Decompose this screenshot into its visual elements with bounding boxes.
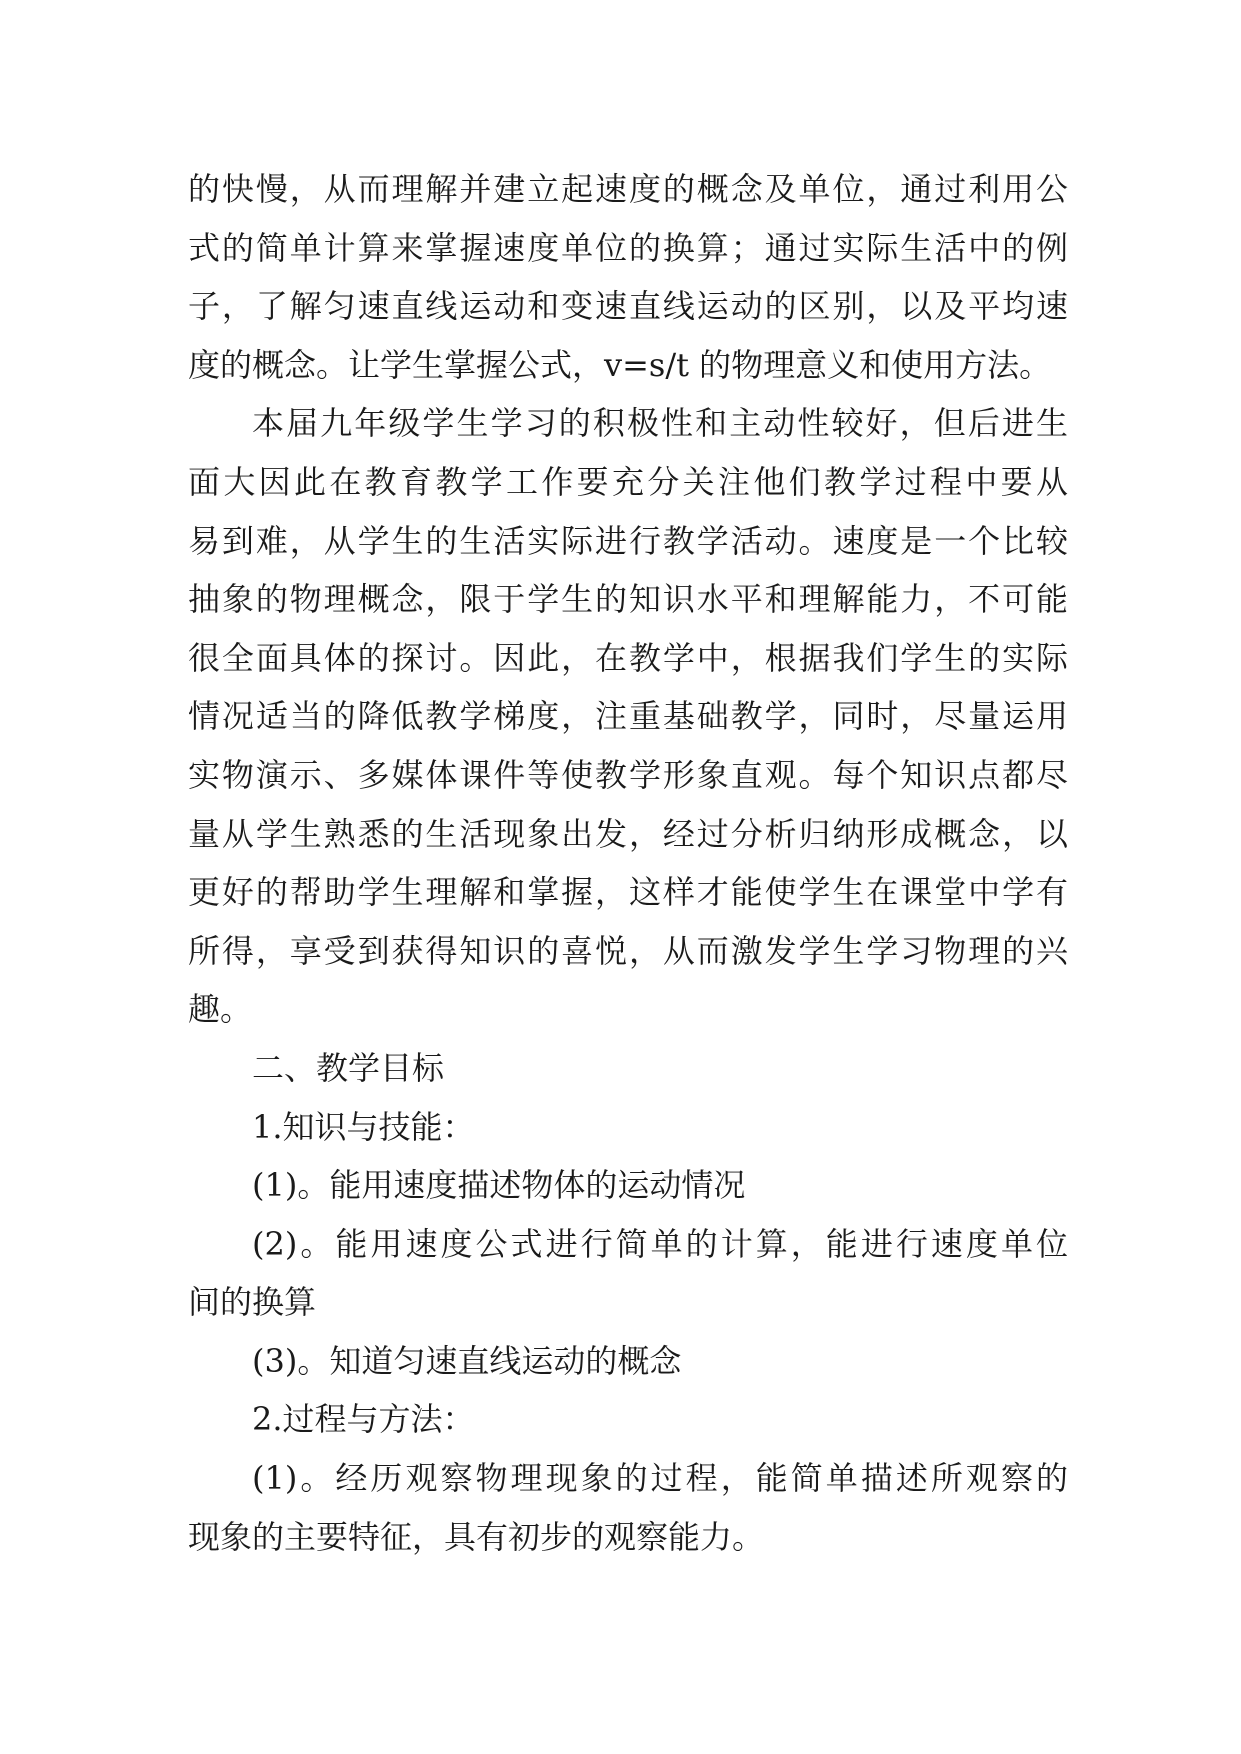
paragraph-2-line-5: 很全面具体的探讨。因此，在教学中，根据我们学生的实际 [188,638,1068,677]
paragraph-2-line-7: 实物演示、多媒体课件等使教学形象直观。每个知识点都尽 [188,755,1068,794]
paragraph-2-line-4: 抽象的物理概念，限于学生的知识水平和理解能力，不可能 [188,580,1068,619]
paragraph-1-line-3: 子，了解匀速直线运动和变速直线运动的区别，以及平均速 [188,287,1068,326]
section-heading: 二、教学目标 [252,1048,445,1087]
paragraph-1-line-1: 的快慢，从而理解并建立起速度的概念及单位，通过利用公 [188,170,1068,208]
paragraph-2-line-3: 易到难，从学生的生活实际进行教学活动。速度是一个比较 [188,521,1068,560]
process-item-1-line-2: 现象的主要特征，具有初步的观察能力。 [188,1517,765,1556]
paragraph-2-line-9: 更好的帮助学生理解和掌握，这样才能使学生在课堂中学有 [188,873,1068,912]
knowledge-item-3: (3)。知道匀速直线运动的概念 [252,1341,682,1380]
knowledge-item-2-line-2: 间的换算 [188,1283,317,1322]
knowledge-item-2-line-1: (2)。能用速度公式进行简单的计算，能进行速度单位 [252,1224,1068,1263]
document-body [188,160,1068,1566]
process-item-1-line-1: (1)。经历观察物理现象的过程，能简单描述所观察的 [252,1459,1068,1498]
paragraph-2-line-10: 所得，享受到获得知识的喜悦，从而激发学生学习物理的兴 [188,931,1068,970]
paragraph-1-line-4: 度的概念。让学生掌握公式，v=s/t 的物理意义和使用方法。 [188,345,1052,384]
paragraph-2-line-6: 情况适当的降低教学梯度，注重基础教学，同时，尽量运用 [188,697,1068,736]
process-methods-heading: 2.过程与方法： [252,1400,475,1439]
paragraph-1-line-2: 式的简单计算来掌握速度单位的换算；通过实际生活中的例 [188,228,1068,267]
paragraph-2-line-1: 本届九年级学生学习的积极性和主动性较好，但后进生 [252,404,1068,443]
paragraph-2-line-8: 量从学生熟悉的生活现象出发，经过分析归纳形成概念，以 [188,814,1068,853]
knowledge-skills-heading: 1.知识与技能： [252,1107,475,1146]
paragraph-2-line-2: 面大因此在教育教学工作要充分关注他们教学过程中要从 [188,462,1068,501]
knowledge-item-1: (1)。能用速度描述物体的运动情况 [252,1166,746,1205]
paragraph-2-line-11: 趣。 [188,990,253,1029]
